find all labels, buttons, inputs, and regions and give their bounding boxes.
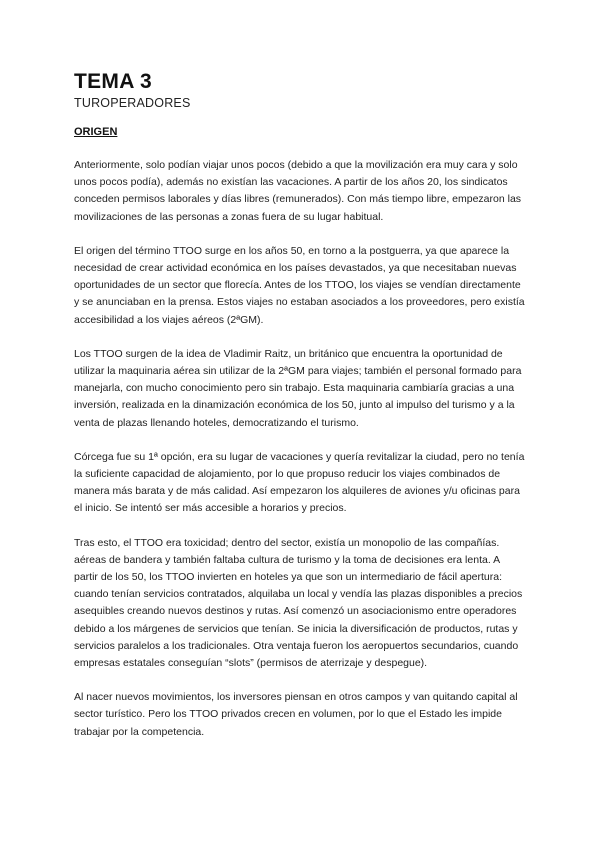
paragraph: El origen del término TTOO surge en los años 50, en torno a la postguerra, ya que aparece la necesidad de crear actividad económica en los países devastados, ya que necesitaban nuevas oportunidades de un sector que florecía. Antes de los TTOO, los viajes se vendían directamente y se anunciaban en la prensa. Estos viajes no estaban asociados a los proveedores, pero existía accesibilidad a los viajes aéreos (2ªGM). xyxy=(74,244,525,326)
paragraph: Anteriormente, solo podían viajar unos pocos (debido a que la movilización era muy cara y solo unos pocos podía), además no existían las vacaciones. A partir de los años 20, los sindicatos conceden permisos laborales y días libres (remunerados). Con más tiempo libre, empezaron las movilizaciones de las personas a zonas fuera de su lugar habitual. xyxy=(74,159,522,223)
paragraph: Tras esto, el TTOO era toxicidad; dentro del sector, existía un monopolio de las compañías. aéreas de bandera y también faltaba cultura de turismo y la toma de decisiones era lenta. A partir de los 50, los TTOO invierten en hoteles ya que son un intermediario de fácil apertura: cuando tenían servicios contratados, alquilaba un local y vendía las plazas disponibles a precios asequibles creando nuevos destinos y rutas. Así comenzó un asociacionismo entre operadores debido a los márgenes de servicios que tenían. Se inicia la diversificación de productos, rutas y servicios paralelos a los tradicionales. Otra ventaja fueron los aeropuertos secundarios, cuando empresas estatales conseguían “slots” (permisos de aterrizaje y despegue). xyxy=(74,536,523,670)
section-heading: ORIGEN xyxy=(74,126,118,138)
page-title: TEMA 3 xyxy=(74,70,153,93)
page-subtitle: TUROPERADORES xyxy=(74,96,191,110)
paragraph: Al nacer nuevos movimientos, los inversores piensan en otros campos y van quitando capital al sector turístico. Pero los TTOO privados crecen en volumen, por lo que el Estado les impide trabajar por la competencia. xyxy=(74,691,518,738)
paragraph: Los TTOO surgen de la idea de Vladimir Raitz, un británico que encuentra la oportunidad de utilizar la maquinaria aérea sin utilizar de la 2ªGM para viajes; también el personal formado para manejarla, con mucho conocimiento pero sin trabajo. Esta maquinaria cambiaría gracias a una inversión, realizada en la dinamización económica de los 50, junto al impulso del turismo y a la venta de plazas llenando hoteles, democratizando el turismo. xyxy=(74,347,522,429)
paragraph: Córcega fue su 1ª opción, era su lugar de vacaciones y quería revitalizar la ciudad, pero no tenía la suficiente capacidad de alojamiento, por lo que propuso reducir los viajes combinados de manera más barata y de más calidad. Así empezaron los alquileres de aviones y/u oficinas para el inicio. Se intentó ser más accesible a horarios y precios. xyxy=(74,450,525,515)
